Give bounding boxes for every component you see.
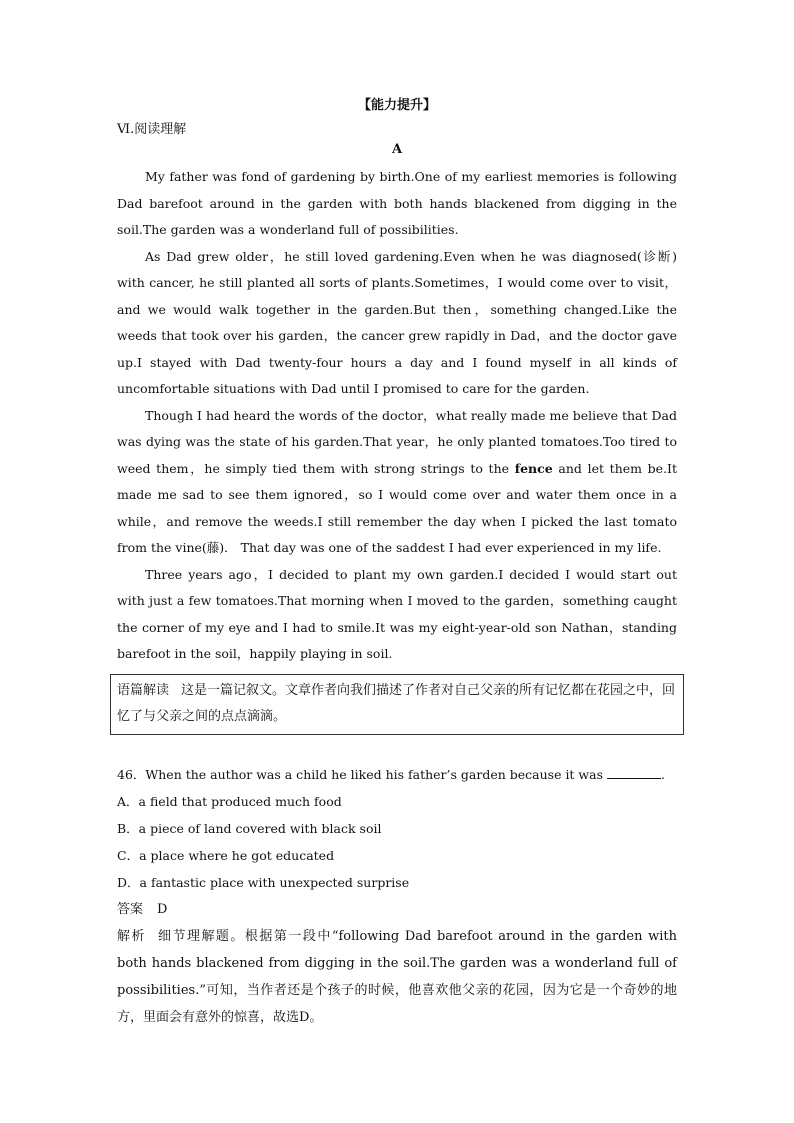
explanation <box>117 923 677 1031</box>
section-heading: Ⅵ.阅读理解 <box>117 122 187 137</box>
question-end: . <box>660 766 665 782</box>
passage-paragraph-1: My father was fond of gardening by birth.One of my earliest memories is following Dad barefoot around in the garden with both hands blackened from digging in the soil.The garden was a wonderland full of possibilities. <box>117 169 677 237</box>
answer-value: D <box>157 901 168 917</box>
explanation-text: 细节理解题。根据第一段中“following Dad barefoot around in the garden with both hands blackened from digging in the soil.The garden was a wonderland full of possibilities.”可知，当作者还是个孩子的时候，他喜欢他父亲的花园，因为它是一个奇妙的地方，里面会有意外的惊喜，故选D。 <box>117 928 677 1025</box>
answer-line <box>117 896 677 923</box>
summary-box <box>110 674 684 735</box>
answer-label: 答案 <box>117 901 144 917</box>
option-b: B．a piece of land covered with black soil <box>117 820 382 836</box>
summary-label: 语篇解读 <box>117 682 170 698</box>
passage-paragraph-2: As Dad grew older，he still loved gardening.Even when he was diagnosed(诊断) with cancer, he still planted all sorts of plants.Sometimes，I would come over to visit，and we would walk together in the garden.But then，something changed.Like the weeds that took over his garden，the cancer grew rapidly in Dad，and the doctor gave up.I stayed with Dad twenty-four hours a day and I found myself in all kinds of uncomfortable situations with Dad until I promised to care for the garden. <box>117 248 677 396</box>
option-d: D．a fantastic place with unexpected surprise <box>117 874 410 890</box>
document-page <box>117 94 677 1031</box>
section-title: 【能力提升】 <box>357 98 436 113</box>
option-c: C．a place where he got educated <box>117 847 335 863</box>
bold-word-fence: fence <box>514 460 553 476</box>
question-text: 46．When the author was a child he liked his father’s garden because it was <box>117 766 607 782</box>
answer-blank <box>607 766 661 779</box>
summary-text: 这是一篇记叙文。文章作者向我们描述了作者对自己父亲的所有记忆都在花园之中，回忆了与父亲之间的点点滴滴。 <box>117 682 676 724</box>
passage-label: A <box>391 142 403 157</box>
paragraph-3-text-a: Though I had heard the words of the doctor，what really made me believe that Dad was dying was the state of his garden.That year，he only planted tomatoes.Too tired to weed them，he simply tied them with strong strings to the <box>117 407 677 476</box>
question-stem <box>117 761 677 788</box>
option-a: A．a field that produced much food <box>117 793 342 809</box>
explanation-label: 解析 <box>117 928 146 944</box>
paragraph-3-text-b: and let them be.It made me sad to see them ignored，so I would come over and water them once in a while，and remove the weeds.I still remember the day when I picked the last tomato from the vine(藤)． That day was one of the saddest I had ever experienced in my life. <box>117 460 678 555</box>
passage-paragraph-3 <box>117 403 677 562</box>
passage-paragraph-4: Three years ago，I decided to plant my own garden.I decided I would start out with just a few tomatoes.That morning when I moved to the garden，something caught the corner of my eye and I had to smile.It was my eight-year-old son Nathan，standing barefoot in the soil，happily playing in soil. <box>117 566 677 661</box>
